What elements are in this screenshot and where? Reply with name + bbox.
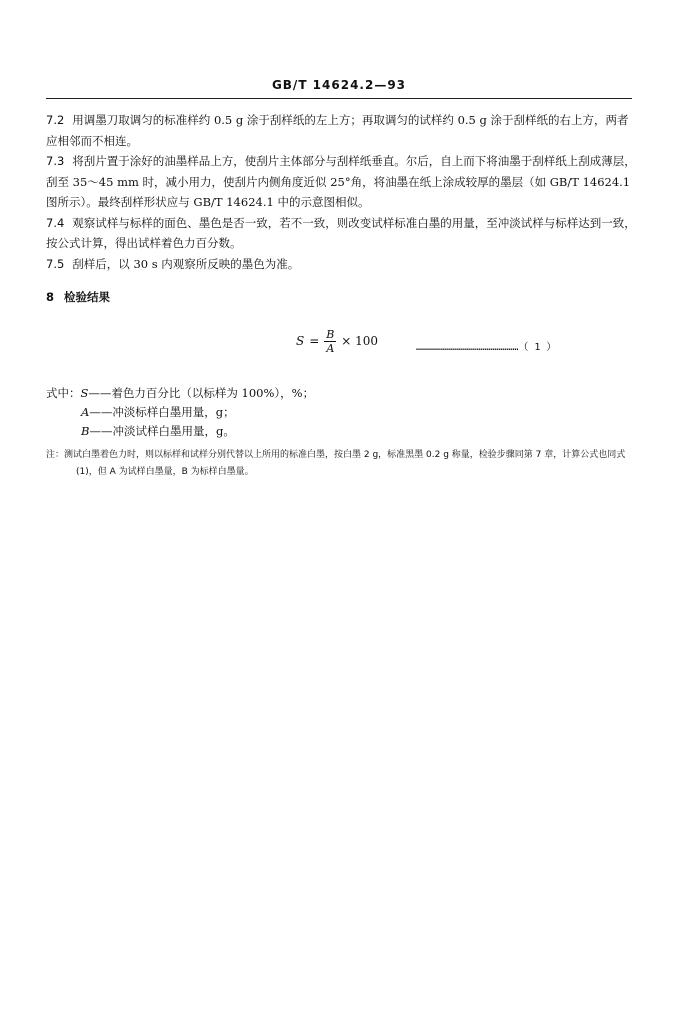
definition-dash: ——	[88, 385, 112, 400]
definition-dash: ——	[89, 423, 113, 438]
definition-item	[46, 422, 636, 441]
formula-lhs: S	[296, 333, 305, 348]
section-text: 将刮片置于涂好的油墨样品上方，使刮片主体部分与刮样纸垂直。尔后，自上而下将油墨于刮样纸上刮成薄层，刮至 35～45 mm 时，减小用力，使刮片内侧角度近似 25°角，将油墨在纸上涂成较厚的墨层（如 GB/T 14624.1 图所示）。最终刮样形状应与 GB/T 14624.1 中的示意图相似。	[46, 154, 636, 209]
formula-denominator: A	[326, 341, 335, 355]
section-7-4	[46, 213, 636, 254]
document-header-code: GB/T 14624.2—93	[271, 78, 407, 92]
note-text: 注：测试白墨着色力时，则以标样和试样分别代替以上所用的标准白墨，按白墨 2 g，标准黑墨 0.2 g 称量，检验步骤同第 7 章，计算公式也同式(1)，但 A 为试样白墨量，B 为标样白墨量。	[46, 449, 626, 477]
formula-numerator: B	[326, 327, 335, 341]
section-text: 用调墨刀取调匀的标准样约 0.5 g 涂于刮样纸的左上方；再取调匀的试样约 0.5 g 涂于刮样纸的右上方，两者应相邻而不相连。	[46, 113, 629, 148]
formula-block	[46, 328, 636, 372]
section-number: 7.2	[46, 113, 65, 127]
section-number: 7.4	[46, 215, 65, 230]
header-divider	[46, 98, 632, 99]
equation-number: ……………………………………………（ 1 ）	[416, 341, 557, 353]
definition-var: A	[81, 404, 90, 419]
formula-equals: =	[309, 333, 320, 348]
formula-rhs: × 100	[341, 333, 379, 348]
formula	[296, 328, 378, 355]
definition-text: 着色力百分比（以标样为 100%），%；	[111, 385, 315, 400]
section-number: 7.5	[46, 256, 65, 271]
definition-var: S	[80, 385, 89, 400]
section-number: 7.3	[46, 154, 65, 168]
definition-var: B	[81, 423, 90, 438]
section-7-3	[46, 151, 636, 213]
definition-item	[46, 403, 636, 422]
definitions-intro: 式中：	[46, 385, 81, 400]
section-title-text: 检验结果	[64, 290, 111, 304]
definition-text: 冲淡试样白墨用量，g。	[112, 423, 235, 438]
section-text: 观察试样与标样的面色、墨色是否一致，若不一致，则改变试样标准白墨的用量，至冲淡试样与标样达到一致，按公式计算，得出试样着色力百分数。	[46, 215, 636, 250]
document-body	[46, 110, 636, 490]
section-number: 8	[46, 290, 55, 304]
formula-fraction	[324, 328, 336, 355]
section-7-5	[46, 254, 636, 275]
section-7-2	[46, 110, 636, 151]
section-text: 刮样后，以 30 s 内观察所反映的墨色为准。	[72, 256, 300, 271]
section-8-heading	[46, 287, 636, 308]
definition-item	[46, 384, 636, 403]
variable-definitions	[46, 384, 636, 441]
definition-text: 冲淡标样白墨用量，g；	[112, 404, 235, 419]
definition-dash: ——	[89, 404, 113, 419]
